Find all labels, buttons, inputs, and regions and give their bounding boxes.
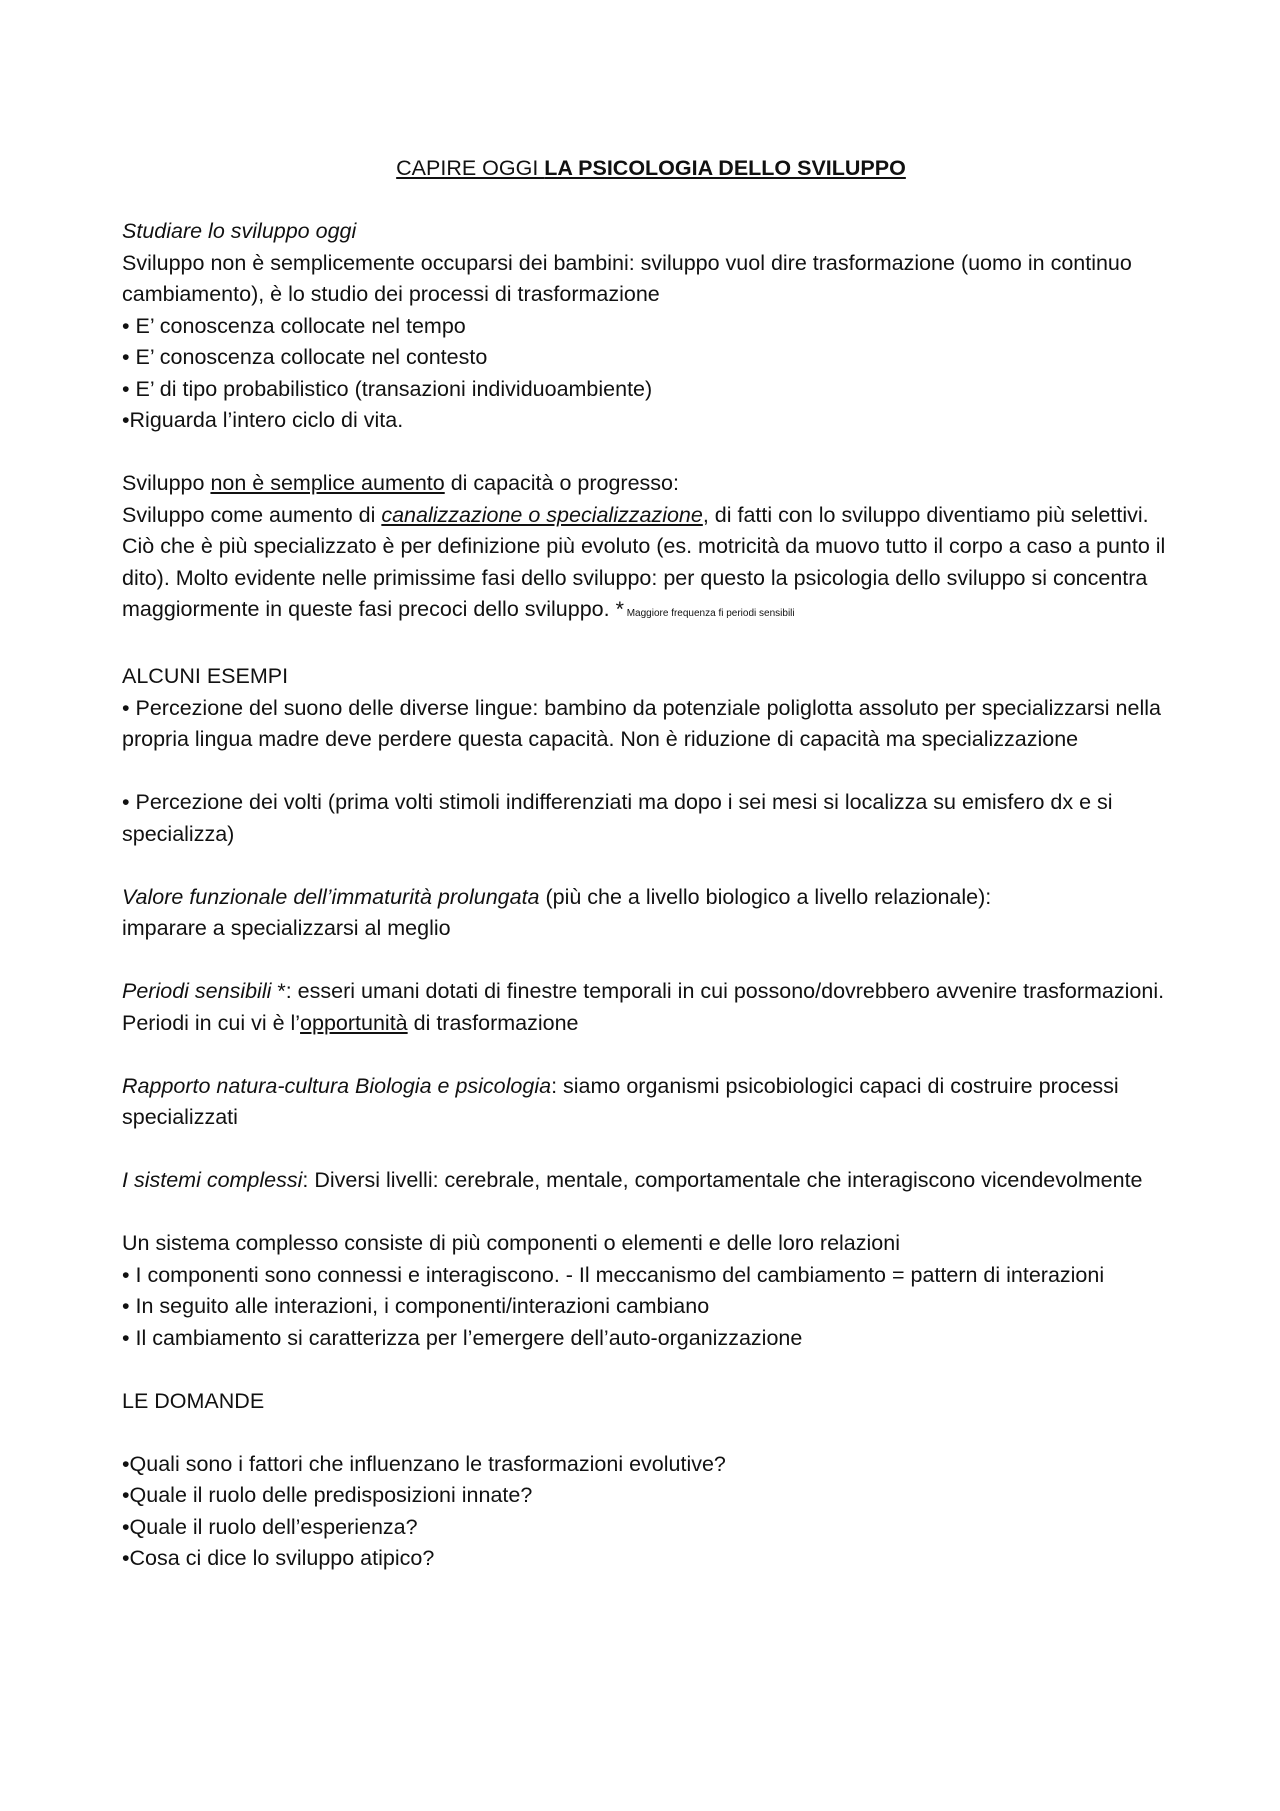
paragraph-specializzazione	[122, 500, 1180, 630]
bullet-item: • E’ di tipo probabilistico (transazioni individuoambiente)	[122, 376, 653, 401]
text-run: (più che a livello biologico a livello relazionale):	[539, 884, 992, 909]
spacer	[122, 756, 1180, 788]
bullet-item: • E’ conoscenza collocate nel contesto	[122, 345, 488, 369]
spacer	[122, 437, 1180, 469]
text-run: : Diversi livelli: cerebrale, mentale, comportamentale che interagiscono vicendevolmente	[302, 1168, 1143, 1192]
text-run: di trasformazione	[407, 1010, 579, 1035]
question-item: •Quale il ruolo dell’esperienza?	[122, 1514, 418, 1539]
spacer	[122, 630, 1180, 662]
paragraph-immaturita-line2: imparare a specializzarsi al meglio	[122, 916, 451, 940]
italic-term: I sistemi complessi	[122, 1168, 303, 1192]
paragraph-non-semplice	[122, 468, 1180, 500]
example-item: • Percezione del suono delle diverse lingue: bambino da potenziale poliglotta assoluto per specializzarsi nella propria lingua madre deve perdere questa capacità. Non è riduzione di capacità ma specializzazione	[122, 695, 1161, 751]
section-heading-studiare: Studiare lo sviluppo oggi	[122, 219, 357, 243]
bullet-item: • E’ conoscenza collocate nel tempo	[122, 313, 466, 338]
section-heading-domande: LE DOMANDE	[122, 1388, 265, 1413]
bullet-item: • I componenti sono connessi e interagiscono. - Il meccanismo del cambiamento = pattern di interazioni	[122, 1262, 1105, 1287]
spacer	[122, 850, 1180, 882]
bullet-item: •Riguarda l’intero ciclo di vita.	[122, 408, 404, 432]
bullet-item: • Il cambiamento si caratterizza per l’emergere dell’auto-organizzazione	[122, 1325, 803, 1350]
title-bold: LA PSICOLOGIA DELLO SVILUPPO	[544, 156, 906, 180]
italic-term: Rapporto natura-cultura Biologia e psicologia	[122, 1073, 552, 1098]
bullet-item: • In seguito alle interazioni, i componenti/interazioni cambiano	[122, 1294, 710, 1318]
section-heading-esempi: ALCUNI ESEMPI	[122, 664, 289, 688]
section-intro: Sviluppo non è semplicemente occuparsi dei bambini: sviluppo vuol dire trasformazione (uomo in continuo cambiamento), è lo studio dei processi di trasformazione	[122, 250, 1132, 306]
underlined-italic-text: canalizzazione o specializzazione	[381, 502, 703, 527]
paragraph-natura-cultura	[122, 1071, 1180, 1134]
paragraph-periodi	[122, 976, 1180, 1039]
text-run: : siamo organismi psicobiologici capaci di costruire processi specializzati	[122, 1073, 1119, 1129]
spacer	[122, 1354, 1180, 1386]
text-run: di capacità o progresso:	[444, 471, 679, 495]
text-run: *: esseri umani dotati di finestre temporali in cui possono/dovrebbero avvenire trasformazioni. Periodi in cui vi è l’	[122, 979, 1165, 1035]
page-title	[122, 153, 1180, 185]
spacer	[122, 185, 1180, 217]
paragraph-sistemi	[122, 1165, 1180, 1197]
paragraph-immaturita	[122, 882, 1180, 914]
spacer	[122, 1134, 1180, 1166]
underlined-text: non è semplice aumento	[210, 471, 445, 495]
text-run: Sviluppo	[122, 471, 211, 495]
spacer	[122, 1197, 1180, 1229]
title-prefix: CAPIRE OGGI	[396, 156, 545, 180]
document-body	[122, 153, 1180, 1575]
spacer	[122, 945, 1180, 977]
question-item: •Quale il ruolo delle predisposizioni innate?	[122, 1483, 533, 1507]
text-run: Sviluppo come aumento di	[122, 502, 382, 527]
question-item: •Cosa ci dice lo sviluppo atipico?	[122, 1546, 435, 1570]
example-item: • Percezione dei volti (prima volti stimoli indifferenziati ma dopo i sei mesi si localizza su emisfero dx e si specializza)	[122, 790, 1113, 846]
spacer	[122, 1039, 1180, 1071]
italic-term: Periodi sensibili	[122, 979, 272, 1003]
text-run: , di fatti con lo sviluppo diventiamo più selettivi. Ciò che è più specializzato è per definizione più evoluto (es. motricità da muovo tutto il corpo a caso a punto il dito). Molto evidente nelle primissime fasi dello sviluppo: per questo la psicologia dello sviluppo si concentra maggiormente in queste fasi precoci dello sviluppo. *	[122, 502, 1166, 621]
footnote-text: Maggiore frequenza fi periodi sensibili	[623, 608, 795, 619]
paragraph-sistema-complesso: Un sistema complesso consiste di più componenti o elementi e delle loro relazioni	[122, 1231, 900, 1255]
question-item: •Quali sono i fattori che influenzano le trasformazioni evolutive?	[122, 1451, 726, 1476]
spacer	[122, 1417, 1180, 1449]
underlined-text: opportunità	[300, 1010, 408, 1035]
italic-term: Valore funzionale dell’immaturità prolungata	[122, 884, 540, 909]
